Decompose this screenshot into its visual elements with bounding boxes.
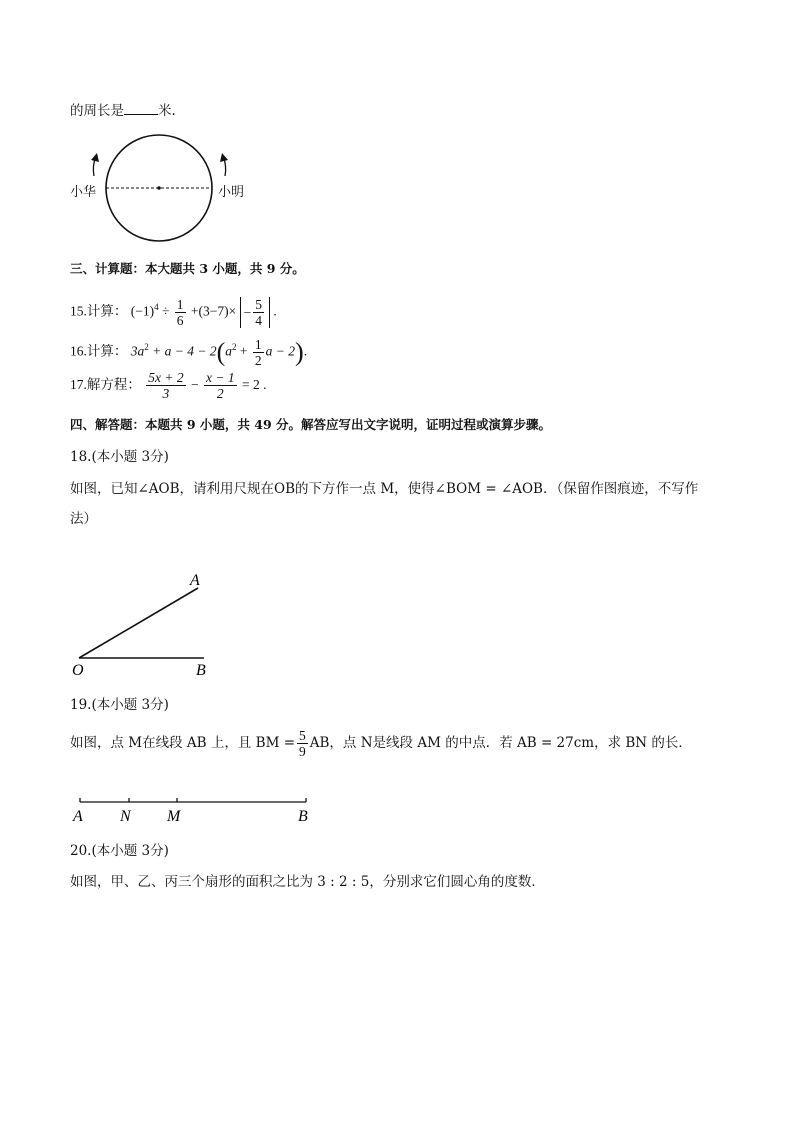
top-line — [70, 102, 176, 120]
q20-text: 如图，甲、乙、丙三个扇形的面积之比为 3 : 2 : 5，分别求它们圆心角的度数． — [70, 874, 545, 890]
q16-open-paren: ( — [216, 337, 226, 367]
q15-end: . — [273, 303, 277, 319]
top-line-after: 米. — [158, 103, 176, 119]
seg-label-n: N — [120, 808, 131, 825]
q15-label: 15.计算： — [70, 303, 128, 319]
q15-abs-minus: − — [243, 304, 252, 320]
label-xiaohua: 小华 — [70, 185, 97, 200]
q19-frac — [297, 728, 308, 759]
q15-op1: ÷ — [161, 303, 170, 319]
q16-paren-c: a − 2 — [265, 343, 296, 359]
center-dot — [157, 186, 161, 190]
section4-title: 四、解答题：本题共 9 小题，共 49 分。解答应写出文字说明，证明过程或演算步骤。 — [70, 417, 552, 432]
q16-close-paren: ) — [295, 337, 304, 367]
q16-end: . — [303, 343, 308, 359]
seg-label-a: A — [73, 808, 83, 825]
q16-expr-b: + a − 4 − 2 — [148, 343, 217, 359]
q19-frac-num: 5 — [299, 728, 306, 743]
answer-blank — [124, 102, 158, 115]
point-o-label: O — [72, 662, 84, 679]
q16-paren-b: + — [236, 343, 251, 359]
q17 — [70, 370, 266, 401]
q16-frac — [253, 337, 264, 368]
q16 — [70, 332, 307, 368]
q17-label: 17.解方程： — [70, 377, 141, 392]
q19-text-b: AB，点 N是线段 AM 的中点．若 AB = 27cm，求 BN 的长． — [309, 735, 692, 751]
q15-frac2-den: 4 — [255, 312, 262, 328]
q15-frac1 — [175, 297, 186, 328]
q15-exp: 4 — [154, 302, 159, 312]
seg-label-m: M — [167, 808, 181, 825]
q15-frac1-den: 6 — [176, 312, 184, 328]
q15-part1: (−1) — [130, 303, 155, 319]
q15-frac2-num: 5 — [255, 296, 262, 312]
q20-header: 20.(本小题 3分) — [70, 843, 169, 859]
q17-frac2 — [204, 370, 237, 401]
label-xiaoming: 小明 — [218, 185, 245, 200]
q18-line1: 如图，已知∠AOB，请利用尺规在OB的下方作一点 M，使得∠BOM = ∠AOB．（保留作图痕迹，不写作 — [70, 481, 699, 497]
q15 — [70, 292, 277, 328]
point-a-label: A — [190, 572, 200, 589]
q16-paren-exp: 2 — [232, 342, 237, 352]
q15-frac2 — [253, 297, 264, 328]
q17-rhs: = 2 . — [241, 377, 267, 392]
q19-frac-den: 9 — [299, 744, 306, 759]
q17-frac1-den: 3 — [162, 386, 170, 402]
q16-paren-a: a — [225, 343, 233, 359]
q18-header: 18.(本小题 3分) — [70, 449, 169, 465]
q17-frac1 — [146, 370, 185, 401]
q17-frac2-num: x − 1 — [205, 370, 235, 386]
q15-part2: +(3−7)× — [190, 303, 237, 319]
q19-text — [70, 728, 692, 759]
segment-ab-figure — [70, 794, 320, 830]
q17-minus: − — [190, 377, 199, 392]
q16-frac-num: 1 — [254, 336, 262, 352]
seg-label-b: B — [298, 808, 308, 825]
right-arrowhead-icon — [220, 153, 228, 162]
angle-aob-figure — [70, 568, 220, 680]
left-arrowhead-icon — [91, 153, 99, 162]
q16-label: 16.计算： — [70, 343, 128, 359]
q16-exp-a: 2 — [144, 342, 149, 352]
q16-frac-den: 2 — [254, 352, 262, 368]
q18-line2: 法） — [70, 511, 97, 527]
q17-frac1-num: 5x + 2 — [148, 370, 184, 386]
q15-abs — [240, 297, 270, 328]
ray-oa — [79, 588, 198, 658]
q16-expr-a: 3a — [130, 343, 145, 359]
q17-frac2-den: 2 — [216, 386, 224, 402]
section3-title: 三、计算题：本大题共 3 小题，共 9 分。 — [70, 261, 305, 276]
q15-frac1-num: 1 — [176, 296, 184, 312]
top-line-before: 的周长是 — [70, 103, 124, 119]
point-b-label: B — [196, 662, 206, 679]
q19-text-a: 如图，点 M在线段 AB 上，且 BM = — [70, 735, 296, 751]
q19-header: 19.(本小题 3分) — [70, 697, 169, 713]
